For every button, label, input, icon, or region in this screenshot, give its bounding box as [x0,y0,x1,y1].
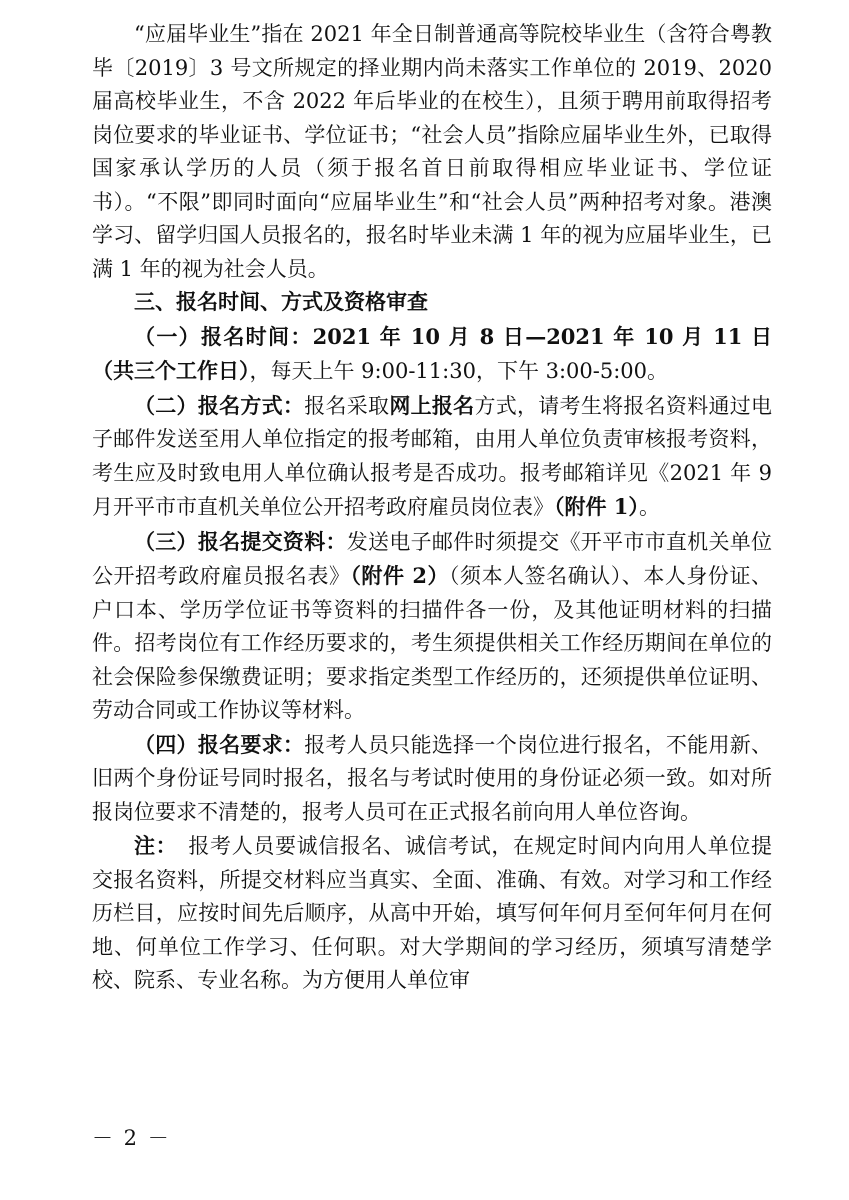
item-registration-method-attachment: （附件 1） [554,494,639,519]
document-body [92,18,772,998]
item-submission-materials-lead: （三）报名提交资料： [134,528,347,554]
item-registration-method-bold: 网上报名 [389,392,475,418]
item-registration-method-text-b: 方式，请考生将报名资料通过电子邮件发送至用人单位指定的报考邮箱，由用人单位负责审核报考资料，考生应及时致电用人单位确认报考是否成功。报考邮箱详见《2021 年 9 月开平市市直机关单位公开招考政府雇员岗位表》 [92,393,773,519]
item-registration-time [92,320,772,389]
item-registration-requirements-lead: （四）报名要求： [134,731,305,757]
item-registration-time-lead: （一）报名时间：2021 年 10 月 8 日—2021 年 10 月 11 日（共三个工作日） [92,323,772,383]
note-text: 报考人员要诚信报名、诚信考试，在规定时间内向用人单位提交报名资料，所提交材料应当真实、全面、准确、有效。对学习和工作经历栏目，应按时间先后顺序，从高中开始，填写何年何月至何年何月在何地、何单位工作学习、任何职。对大学期间的学习经历，须填写清楚学校、院系、专业名称。为方便用人单位审 [92,834,773,992]
item-submission-materials-text-b: （须本人签名确认）、本人身份证、户口本、学历学位证书等资料的扫描件各一份，及其他证明材料的扫描件。招考岗位有工作经历要求的，考生须提供相关工作经历期间在单位的社会保险参保缴费证明；要求指定类型工作经历的，还须提供单位证明、劳动合同或工作协议等材料。 [92,564,772,722]
item-submission-materials-text-a: 发送电子邮件时须提交《开平市市直机关单位公开招考政府雇员报名表》 [92,529,773,588]
section-heading-registration [92,286,772,320]
item-registration-method [92,389,772,525]
note-paragraph [92,829,772,998]
item-registration-requirements [92,728,772,830]
paragraph-definitions-text: “应届毕业生”指在 2021 年全日制普通高等院校毕业生（含符合粤教毕〔2019〕3 号文所规定的择业期内尚未落实工作单位的 2019、2020 届高校毕业生，不含 2022 年后毕业的在校生），且须于聘用前取得招考岗位要求的毕业证书、学位证书；“社会人员”指除应届毕业生外，已取得国家承认学历的人员（须于报名首日前取得相应毕业证书、学位证书）。“不限”即同时面向“应届毕业生”和“社会人员”两种招考对象。港澳学习、留学归国人员报名的，报名时毕业未满 1 年的视为应届毕业生，已满 1 年的视为社会人员。 [92,22,772,281]
note-lead: 注： [134,833,167,858]
paragraph-definitions [92,18,772,286]
item-registration-method-text-a: 报名采取 [304,393,390,418]
page-number: － 2 － [92,1126,171,1150]
item-registration-method-text-c: 。 [638,495,660,519]
section-heading-text: 三、报名时间、方式及资格审查 [134,290,428,314]
item-submission-materials [92,525,772,728]
item-submission-materials-attachment: （附件 2） [350,563,450,588]
item-registration-time-text: ，每天上午 9:00-11:30，下午 3:00-5:00。 [249,359,669,383]
item-registration-requirements-text: 报考人员只能选择一个岗位进行报名，不能用新、旧两个身份证号同时报名，报名与考试时使用的身份证必须一致。如对所报岗位要求不清楚的，报考人员可在正式报名前向用人单位咨询。 [92,732,773,824]
item-registration-method-lead: （二）报名方式： [134,392,305,418]
